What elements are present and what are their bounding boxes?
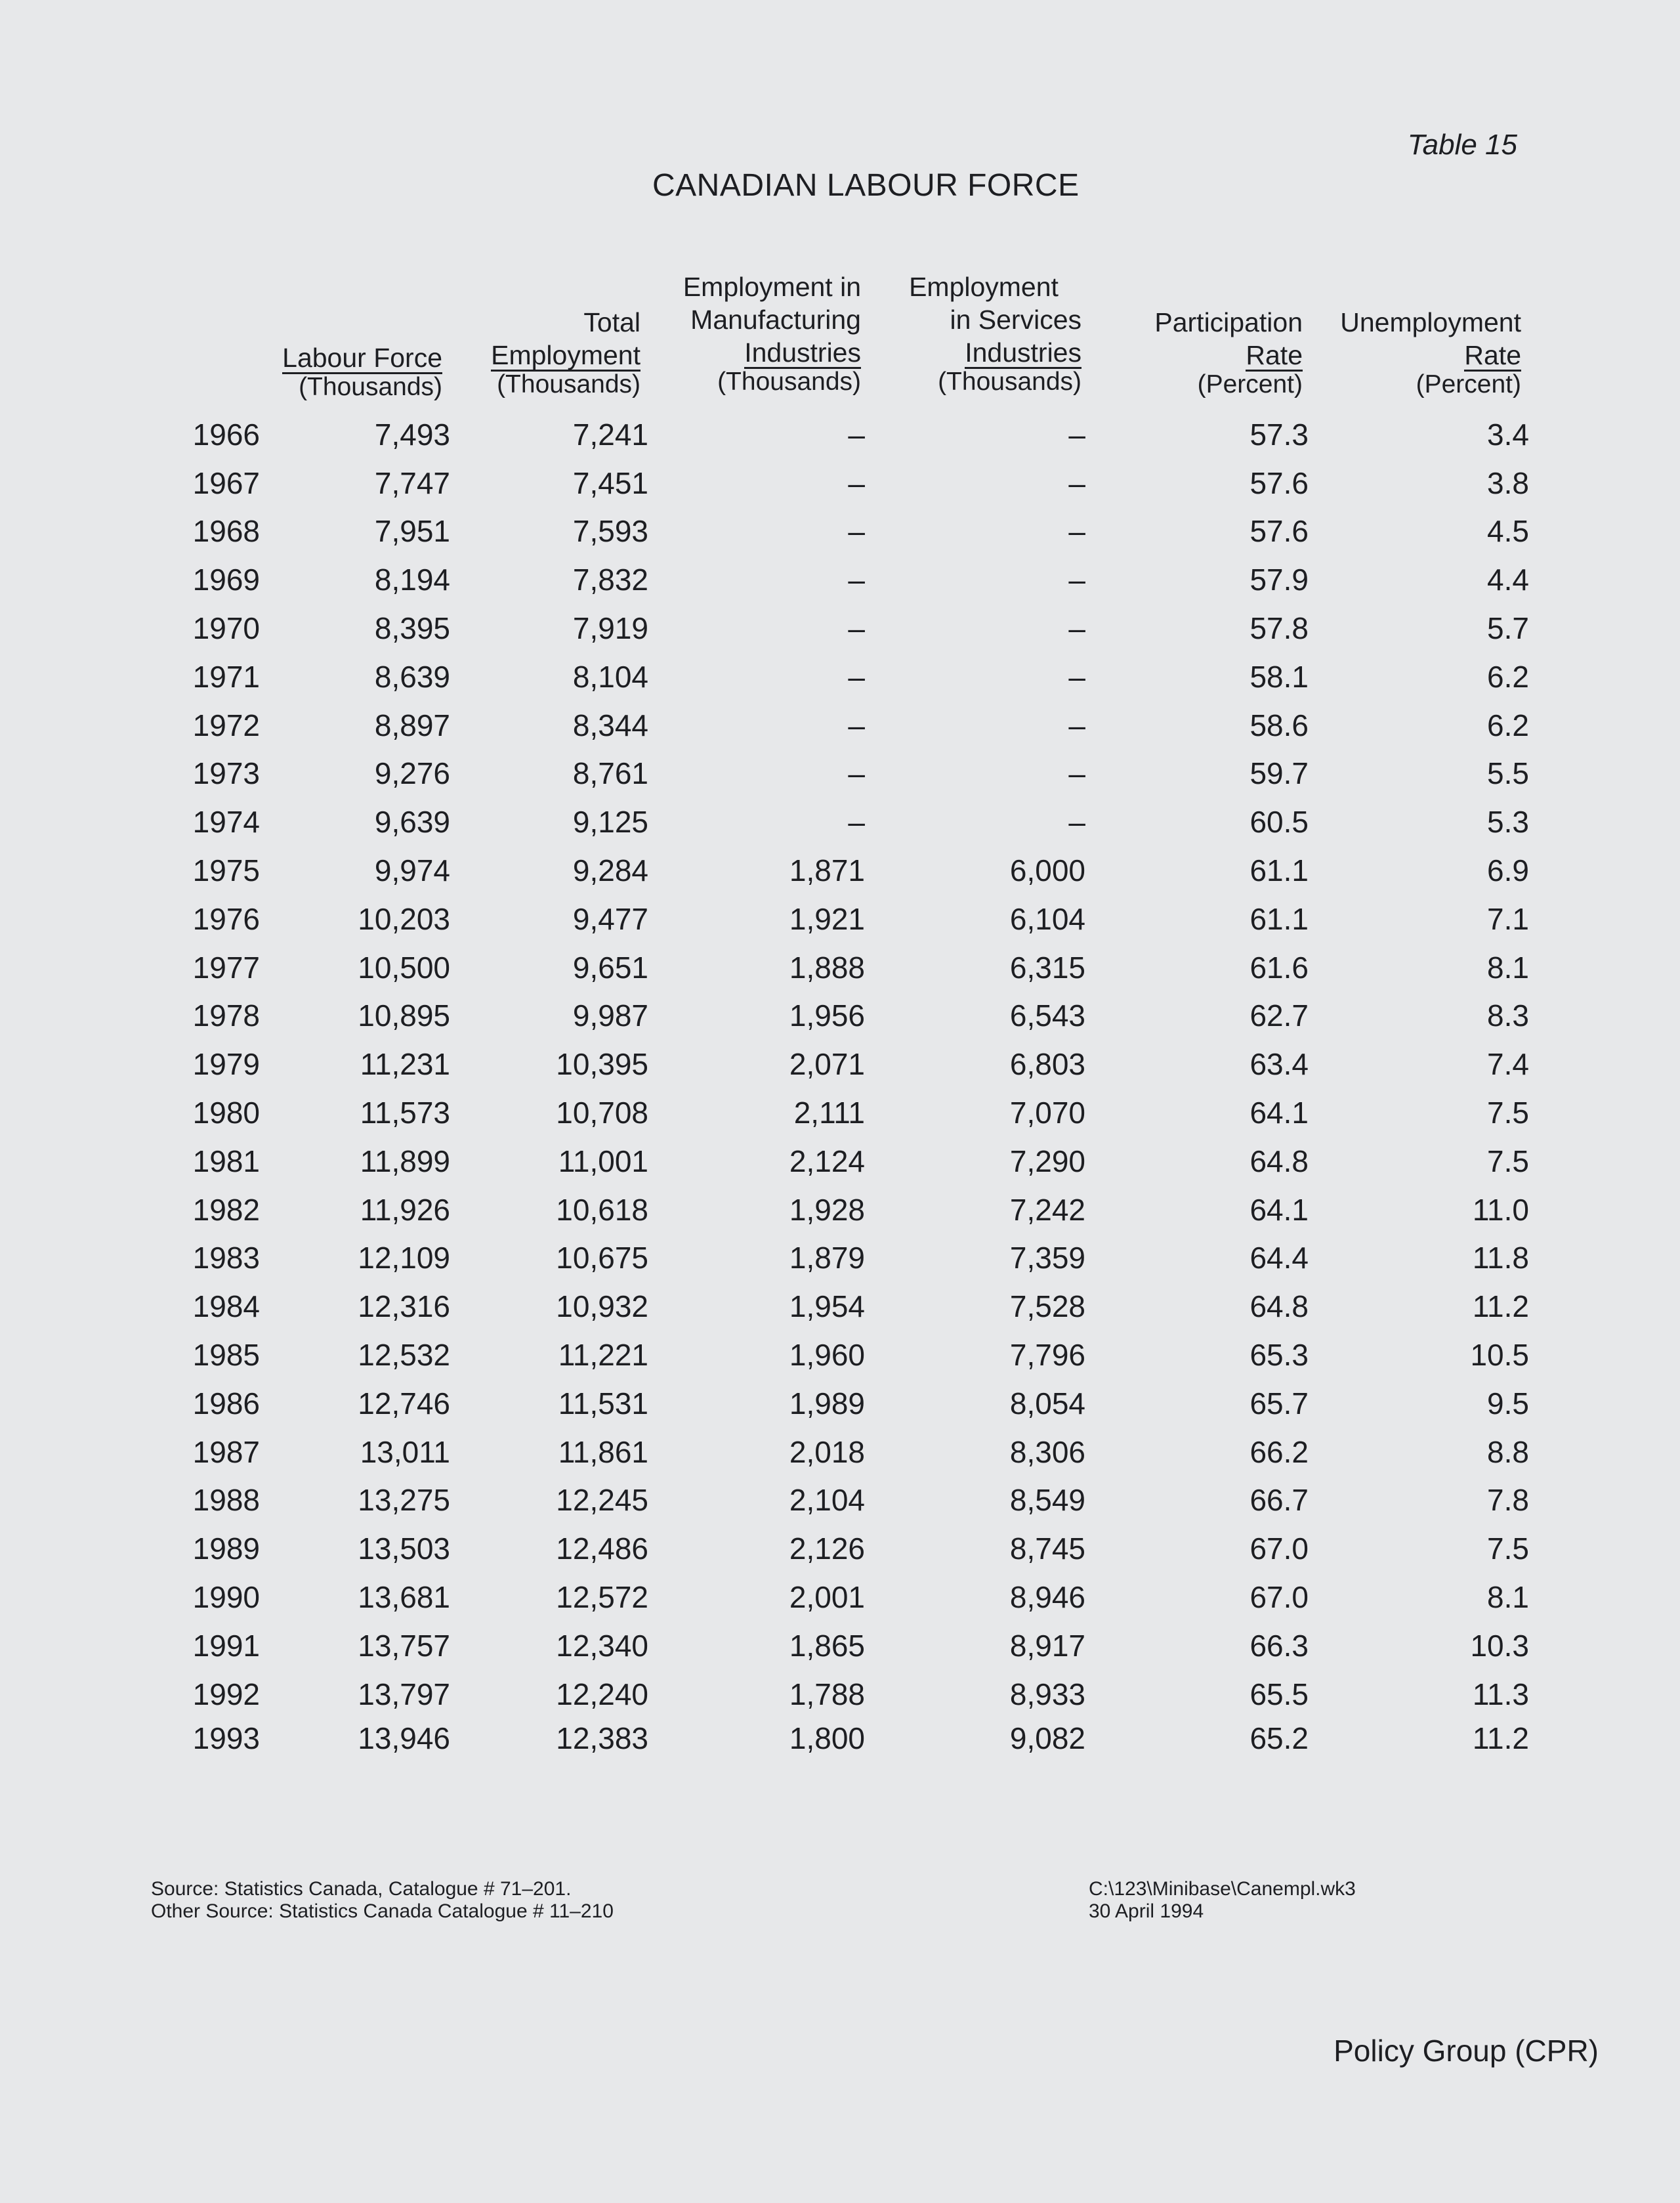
cell-participation-rate: 65.5 [1250,1677,1309,1711]
cell-manufacturing: – [848,417,865,452]
cell-unemployment-rate: 7.5 [1487,1096,1529,1130]
row-year: 1971 [192,659,260,694]
cell-manufacturing: – [848,805,865,840]
cell-manufacturing: 2,111 [793,1096,865,1130]
header-unemployment-line2: Rate [1464,340,1521,370]
table-row [151,1186,1529,1234]
cell-labour-force: 10,500 [358,950,450,985]
cell-services: 6,803 [1009,1047,1085,1082]
cell-total-employment: 12,572 [556,1580,648,1615]
cell-labour-force: 11,926 [360,1192,450,1227]
row-year: 1974 [192,805,260,840]
cell-participation-rate: 64.4 [1250,1241,1309,1275]
cell-labour-force: 12,532 [358,1338,450,1373]
row-year: 1969 [192,563,260,597]
row-year: 1968 [192,514,260,549]
cell-manufacturing: 2,001 [789,1580,865,1615]
cell-manufacturing: 1,960 [789,1338,865,1373]
other-source-line: Other Source: Statistics Canada Catalogue # 11–210 [151,1900,614,1922]
row-year: 1976 [192,901,260,936]
cell-services: 8,306 [1009,1434,1085,1469]
row-year: 1989 [192,1531,260,1566]
row-year: 1975 [192,853,260,888]
cell-services: – [1068,659,1085,694]
cell-services: – [1068,611,1085,646]
cell-total-employment: 9,284 [572,853,648,888]
table-row [151,1234,1529,1283]
cell-total-employment: 9,477 [572,901,648,936]
cell-total-employment: 11,001 [558,1144,648,1178]
cell-labour-force: 12,109 [358,1241,450,1275]
cell-unemployment-rate: 7.5 [1487,1531,1529,1566]
table-row [151,1040,1529,1088]
cell-labour-force: 13,011 [360,1434,450,1469]
cell-manufacturing: 1,879 [789,1241,865,1275]
cell-unemployment-rate: 4.4 [1487,563,1529,597]
cell-participation-rate: 66.3 [1250,1628,1309,1663]
cell-total-employment: 10,675 [556,1241,648,1275]
header-manufacturing [643,270,861,395]
cell-labour-force: 9,639 [374,805,450,840]
cell-participation-rate: 57.9 [1250,563,1309,597]
cell-services: – [1068,708,1085,742]
cell-services: – [1068,417,1085,452]
cell-labour-force: 8,395 [374,611,450,646]
cell-labour-force: 13,757 [358,1628,450,1663]
header-total-employment-unit: (Thousands) [497,370,640,398]
cell-services: – [1068,465,1085,500]
header-labour-force [261,341,442,400]
cell-total-employment: 9,125 [572,805,648,840]
cell-participation-rate: 57.6 [1250,514,1309,549]
header-total-employment-line2: Employment [491,340,640,370]
header-services-line1: Employment [909,272,1059,302]
cell-total-employment: 12,486 [556,1531,648,1566]
cell-participation-rate: 64.8 [1250,1289,1309,1324]
row-year: 1973 [192,756,260,791]
cell-services: 8,933 [1009,1677,1085,1711]
cell-manufacturing: 2,018 [789,1434,865,1469]
cell-services: 9,082 [1009,1721,1085,1755]
header-labour-force-label: Labour Force [282,343,442,373]
row-year: 1966 [192,417,260,452]
table-row [151,1476,1529,1525]
row-year: 1978 [192,998,260,1033]
cell-labour-force: 13,946 [358,1721,450,1755]
cell-manufacturing: 1,921 [789,901,865,936]
cell-manufacturing: 1,989 [789,1386,865,1421]
row-year: 1983 [192,1241,260,1275]
cell-total-employment: 10,618 [556,1192,648,1227]
cell-services: 7,290 [1009,1144,1085,1178]
cell-participation-rate: 58.6 [1250,708,1309,742]
file-info [1089,1878,1356,1923]
header-total-employment [453,306,640,398]
row-year: 1993 [192,1721,260,1755]
cell-labour-force: 11,573 [360,1096,450,1130]
table-row [151,1088,1529,1137]
table-row [151,1282,1529,1331]
cell-manufacturing: – [848,514,865,549]
header-participation-unit: (Percent) [1197,370,1303,398]
cell-services: – [1068,805,1085,840]
organization-name: Policy Group (CPR) [1334,2034,1599,2068]
cell-services: 7,070 [1009,1096,1085,1130]
row-year: 1972 [192,708,260,742]
cell-manufacturing: 1,954 [789,1289,865,1324]
cell-manufacturing: – [848,465,865,500]
cell-manufacturing: 1,865 [789,1628,865,1663]
cell-manufacturing: – [848,563,865,597]
cell-unemployment-rate: 8.1 [1487,950,1529,985]
header-services-line2: in Services [950,305,1082,335]
cell-manufacturing: 2,124 [789,1144,865,1178]
cell-unemployment-rate: 6.2 [1487,659,1529,694]
header-unemployment [1312,306,1521,398]
cell-services: – [1068,756,1085,791]
labour-force-table [151,410,1529,1758]
cell-unemployment-rate: 10.3 [1470,1628,1529,1663]
cell-labour-force: 8,194 [374,563,450,597]
cell-manufacturing: 1,788 [789,1677,865,1711]
table-row [151,943,1529,992]
row-year: 1985 [192,1338,260,1373]
table-row [151,1621,1529,1670]
cell-total-employment: 12,240 [556,1677,648,1711]
cell-participation-rate: 64.1 [1250,1096,1309,1130]
header-manufacturing-line3: Industries [744,337,861,368]
header-participation-line1: Participation [1154,307,1303,337]
row-year: 1982 [192,1192,260,1227]
table-row [151,1524,1529,1573]
cell-unemployment-rate: 6.9 [1487,853,1529,888]
cell-labour-force: 11,899 [360,1144,450,1178]
cell-participation-rate: 66.7 [1250,1483,1309,1518]
cell-services: 7,796 [1009,1338,1085,1373]
cell-services: – [1068,514,1085,549]
cell-total-employment: 8,104 [572,659,648,694]
cell-unemployment-rate: 6.2 [1487,708,1529,742]
table-row [151,555,1529,604]
cell-unemployment-rate: 10.5 [1470,1338,1529,1373]
table-row [151,1719,1529,1758]
source-notes [151,1878,614,1923]
row-year: 1987 [192,1434,260,1469]
table-row [151,652,1529,701]
row-year: 1990 [192,1580,260,1615]
table-row [151,701,1529,750]
cell-total-employment: 11,531 [558,1386,648,1421]
cell-participation-rate: 63.4 [1250,1047,1309,1082]
table-number: Table 15 [1407,129,1517,161]
cell-participation-rate: 65.3 [1250,1338,1309,1373]
cell-participation-rate: 60.5 [1250,805,1309,840]
cell-labour-force: 8,897 [374,708,450,742]
cell-participation-rate: 64.1 [1250,1192,1309,1227]
header-total-employment-line1: Total [583,307,640,337]
cell-unemployment-rate: 7.5 [1487,1144,1529,1178]
header-services-line3: Industries [965,337,1082,368]
row-year: 1980 [192,1096,260,1130]
cell-services: 6,543 [1009,998,1085,1033]
cell-labour-force: 10,895 [358,998,450,1033]
cell-labour-force: 9,974 [374,853,450,888]
header-participation-line2: Rate [1246,340,1303,370]
cell-labour-force: 9,276 [374,756,450,791]
cell-total-employment: 8,344 [572,708,648,742]
header-manufacturing-line1: Employment in [682,272,861,302]
cell-unemployment-rate: 4.5 [1487,514,1529,549]
table-row [151,992,1529,1040]
cell-services: 8,549 [1009,1483,1085,1518]
cell-total-employment: 12,340 [556,1628,648,1663]
header-participation [1116,306,1303,398]
cell-labour-force: 13,797 [358,1677,450,1711]
cell-services: 6,000 [1009,853,1085,888]
row-year: 1981 [192,1144,260,1178]
cell-unemployment-rate: 11.3 [1472,1677,1529,1711]
cell-labour-force: 7,747 [374,465,450,500]
cell-unemployment-rate: 5.5 [1487,756,1529,791]
table-row [151,1573,1529,1621]
cell-total-employment: 9,987 [572,998,648,1033]
table-row [151,459,1529,507]
cell-services: 7,528 [1009,1289,1085,1324]
cell-unemployment-rate: 8.8 [1487,1434,1529,1469]
cell-participation-rate: 67.0 [1250,1580,1309,1615]
cell-manufacturing: – [848,611,865,646]
cell-unemployment-rate: 7.8 [1487,1483,1529,1518]
cell-total-employment: 12,245 [556,1483,648,1518]
cell-participation-rate: 65.2 [1250,1721,1309,1755]
header-manufacturing-unit: (Thousands) [717,368,861,396]
source-line: Source: Statistics Canada, Catalogue # 71–201. [151,1878,572,1900]
row-year: 1992 [192,1677,260,1711]
cell-participation-rate: 57.8 [1250,611,1309,646]
cell-unemployment-rate: 7.4 [1487,1047,1529,1082]
table-body [151,410,1529,1758]
row-year: 1977 [192,950,260,985]
cell-manufacturing: 1,928 [789,1192,865,1227]
cell-total-employment: 10,708 [556,1096,648,1130]
cell-labour-force: 8,639 [374,659,450,694]
page-title: CANADIAN LABOUR FORCE [652,168,1080,203]
cell-total-employment: 7,832 [572,563,648,597]
cell-services: 8,745 [1009,1531,1085,1566]
cell-total-employment: 10,932 [556,1289,648,1324]
cell-total-employment: 7,451 [572,465,648,500]
cell-unemployment-rate: 5.3 [1487,805,1529,840]
cell-participation-rate: 67.0 [1250,1531,1309,1566]
header-unemployment-unit: (Percent) [1416,370,1521,398]
row-year: 1986 [192,1386,260,1421]
table-row [151,604,1529,652]
cell-unemployment-rate: 5.7 [1487,611,1529,646]
file-date: 30 April 1994 [1089,1900,1204,1922]
cell-unemployment-rate: 3.8 [1487,465,1529,500]
cell-total-employment: 7,593 [572,514,648,549]
cell-services: – [1068,563,1085,597]
cell-participation-rate: 58.1 [1250,659,1309,694]
header-unemployment-line1: Unemployment [1340,307,1521,337]
cell-total-employment: 11,221 [558,1338,648,1373]
header-services [906,270,1082,395]
cell-unemployment-rate: 11.2 [1472,1721,1529,1755]
cell-services: 8,054 [1009,1386,1085,1421]
cell-labour-force: 13,503 [358,1531,450,1566]
row-year: 1979 [192,1047,260,1082]
file-path: C:\123\Minibase\Canempl.wk3 [1089,1878,1356,1900]
cell-unemployment-rate: 8.3 [1487,998,1529,1033]
cell-services: 8,946 [1009,1580,1085,1615]
cell-participation-rate: 62.7 [1250,998,1309,1033]
cell-services: 7,359 [1009,1241,1085,1275]
cell-total-employment: 12,383 [556,1721,648,1755]
cell-labour-force: 13,275 [358,1483,450,1518]
cell-manufacturing: 2,104 [789,1483,865,1518]
table-row [151,1137,1529,1186]
cell-total-employment: 7,241 [572,417,648,452]
cell-total-employment: 8,761 [572,756,648,791]
cell-manufacturing: 1,871 [789,853,865,888]
cell-manufacturing: 2,071 [789,1047,865,1082]
table-row [151,846,1529,895]
cell-unemployment-rate: 3.4 [1487,417,1529,452]
table-row [151,1379,1529,1428]
header-services-unit: (Thousands) [938,368,1082,396]
table-row [151,1331,1529,1379]
table-row [151,507,1529,556]
cell-labour-force: 10,203 [358,901,450,936]
cell-labour-force: 12,746 [358,1386,450,1421]
row-year: 1970 [192,611,260,646]
cell-participation-rate: 61.1 [1250,853,1309,888]
cell-unemployment-rate: 11.0 [1472,1192,1529,1227]
cell-labour-force: 12,316 [358,1289,450,1324]
table-row [151,798,1529,846]
header-manufacturing-line2: Manufacturing [690,305,861,335]
table-row [151,1428,1529,1476]
cell-participation-rate: 57.3 [1250,417,1309,452]
row-year: 1984 [192,1289,260,1324]
table-row [151,750,1529,798]
cell-unemployment-rate: 11.8 [1472,1241,1529,1275]
cell-participation-rate: 57.6 [1250,465,1309,500]
header-labour-force-unit: (Thousands) [299,373,442,401]
cell-labour-force: 7,493 [374,417,450,452]
cell-manufacturing: 1,888 [789,950,865,985]
cell-participation-rate: 66.2 [1250,1434,1309,1469]
cell-manufacturing: 1,956 [789,998,865,1033]
cell-total-employment: 11,861 [558,1434,648,1469]
row-year: 1991 [192,1628,260,1663]
cell-manufacturing: 2,126 [789,1531,865,1566]
cell-labour-force: 13,681 [358,1580,450,1615]
table-row [151,1670,1529,1719]
cell-services: 7,242 [1009,1192,1085,1227]
cell-total-employment: 10,395 [556,1047,648,1082]
cell-labour-force: 11,231 [360,1047,450,1082]
cell-unemployment-rate: 7.1 [1487,901,1529,936]
cell-participation-rate: 65.7 [1250,1386,1309,1421]
row-year: 1988 [192,1483,260,1518]
cell-services: 8,917 [1009,1628,1085,1663]
cell-labour-force: 7,951 [374,514,450,549]
cell-manufacturing: – [848,708,865,742]
table-row [151,410,1529,459]
cell-manufacturing: – [848,756,865,791]
cell-participation-rate: 61.6 [1250,950,1309,985]
cell-services: 6,104 [1009,901,1085,936]
cell-total-employment: 9,651 [572,950,648,985]
cell-unemployment-rate: 8.1 [1487,1580,1529,1615]
cell-unemployment-rate: 11.2 [1472,1289,1529,1324]
cell-services: 6,315 [1009,950,1085,985]
cell-participation-rate: 59.7 [1250,756,1309,791]
cell-total-employment: 7,919 [572,611,648,646]
cell-manufacturing: 1,800 [789,1721,865,1755]
row-year: 1967 [192,465,260,500]
cell-participation-rate: 64.8 [1250,1144,1309,1178]
cell-manufacturing: – [848,659,865,694]
cell-unemployment-rate: 9.5 [1487,1386,1529,1421]
cell-participation-rate: 61.1 [1250,901,1309,936]
table-row [151,895,1529,943]
